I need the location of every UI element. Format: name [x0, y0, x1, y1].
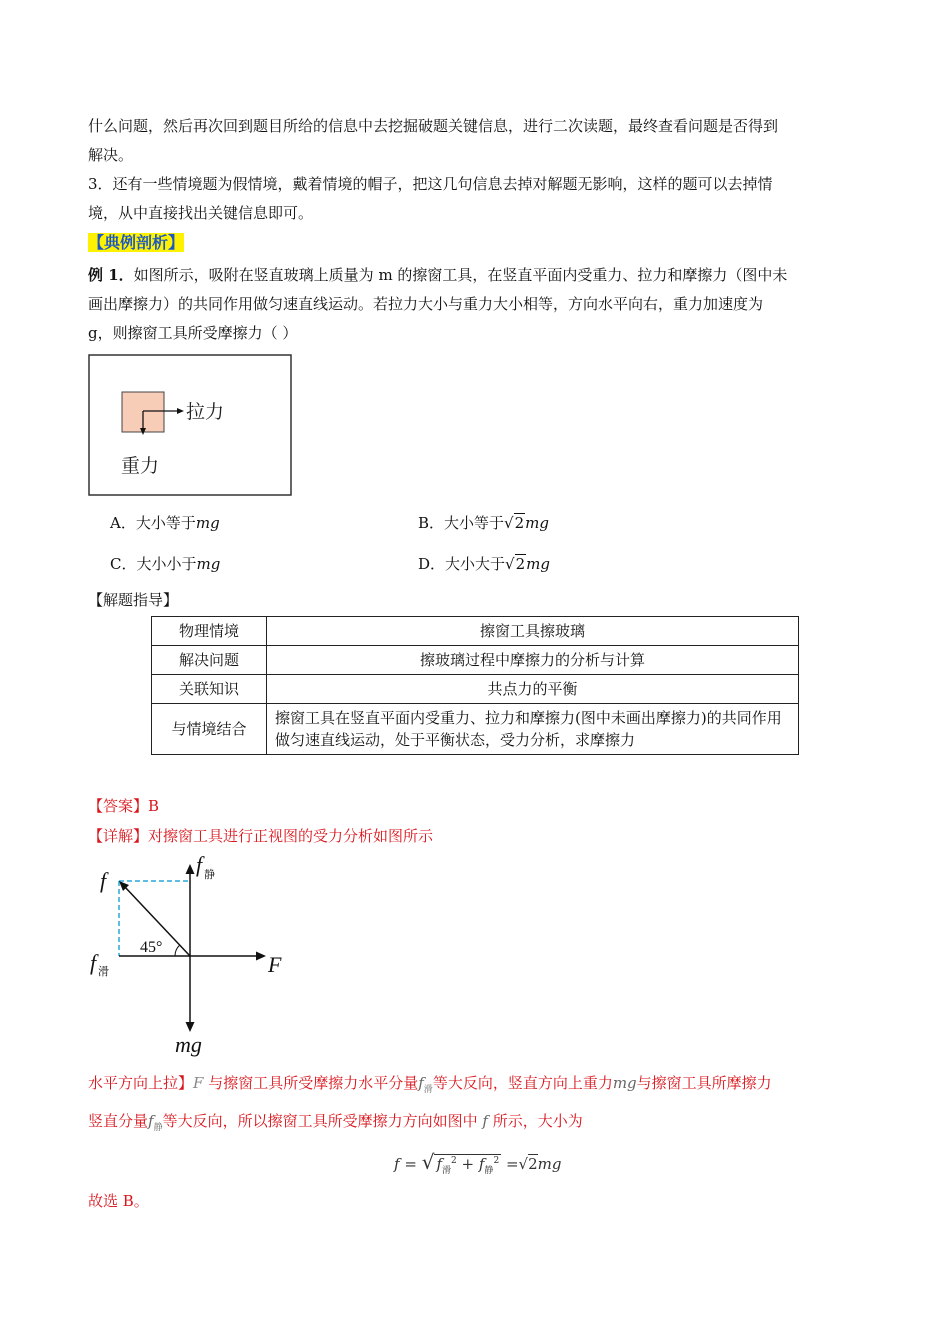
formula-lhs: f [394, 1155, 400, 1173]
explain-text: 等大反向，所以擦窗工具所受摩擦力方向如图中 [162, 1112, 478, 1130]
formula-rhs-radicand: 2 [528, 1155, 538, 1173]
angle-label: 45° [140, 939, 163, 956]
option-b-text: 大小等于 [444, 514, 505, 532]
option-d-radicand: 2 [515, 555, 526, 573]
example-line-3: g，则擦窗工具所受摩擦力（ ） [88, 324, 298, 342]
option-b-radicand: 2 [514, 514, 525, 532]
section-heading [88, 232, 184, 254]
option-d-text: 大小大于 [445, 555, 506, 573]
explain-text: 等大反向，竖直方向上重力 [432, 1074, 613, 1092]
explain-text: 所示，大小为 [492, 1112, 583, 1130]
table-key: 与情境结合 [152, 704, 267, 755]
detail-line [88, 825, 433, 847]
detail-label: 【详解】 [88, 827, 149, 845]
section-heading-text: 【典例剖析】 [88, 233, 185, 252]
table-value: 擦玻璃过程中摩擦力的分析与计算 [267, 646, 799, 675]
explain-text: 水平方向上拉】 [88, 1074, 194, 1092]
table-row [152, 704, 799, 755]
pull-label: 拉力 [186, 402, 225, 423]
formula-exp-2: 2 [493, 1156, 500, 1166]
explain-math-f-static: f [148, 1112, 154, 1130]
answer-line [88, 795, 159, 817]
explain-math-F: F [193, 1074, 204, 1092]
table-value: 擦窗工具在竖直平面内受重力、拉力和摩擦力(图中未画出摩擦力)的共同作用做匀速直线运动，处于平衡状态，受力分析，求摩擦力 [267, 704, 799, 755]
explain-line-1 [88, 1072, 772, 1101]
example-line-2: 画出摩擦力）的共同作用做匀速直线运动。若拉力大小与重力大小相等，方向水平向右，重力加速度为 [88, 295, 764, 313]
option-a-text: 大小等于 [135, 514, 196, 532]
guide-table [151, 616, 799, 755]
f-slide-label: f [90, 950, 97, 975]
table-key: 解决问题 [152, 646, 267, 675]
explain-math-f: f [482, 1112, 488, 1130]
formula-exp-1: 2 [451, 1156, 457, 1166]
example-line-1 [88, 264, 787, 286]
answer-value: B [148, 797, 160, 815]
explain-math-mg: mg [612, 1074, 637, 1092]
table-value: 擦窗工具擦玻璃 [267, 617, 799, 646]
explain-text: 与擦窗工具所摩擦力 [636, 1074, 772, 1092]
table-row [152, 675, 799, 704]
explain-math-f-slide: f [418, 1074, 424, 1092]
f-label: f [100, 868, 107, 893]
explain-text: 竖直分量 [88, 1112, 149, 1130]
conclusion: 故选 B。 [88, 1192, 149, 1210]
F-label: F [268, 952, 282, 977]
explain-math-f-static-sub: 静 [153, 1123, 163, 1133]
table-row [152, 617, 799, 646]
table-key: 物理情境 [152, 617, 267, 646]
option-d[interactable] [418, 553, 550, 575]
mg-arrowhead [186, 1022, 195, 1032]
gravity-label: 重力 [121, 456, 160, 477]
option-d-sqrt: √2 [505, 555, 526, 573]
option-b-math: mg [525, 514, 549, 532]
F-arrowhead [256, 952, 266, 961]
option-c-letter: C． [110, 555, 137, 573]
formula-term-1: f [436, 1155, 442, 1173]
f-slide-sub: 滑 [98, 966, 109, 978]
intro-line-4: 境，从中直接找出关键信息即可。 [88, 204, 314, 222]
explain-line-2 [88, 1110, 583, 1139]
intro-line-1: 什么问题，然后再次回到题目所给的信息中去挖掘破题关键信息，进行二次读题，最终查看问题是否得到 [88, 117, 779, 135]
option-b-sqrt: √2 [504, 514, 525, 532]
option-a-math: mg [195, 514, 220, 532]
option-c[interactable] [110, 553, 220, 575]
intro-line-3: 3．还有一些情境题为假情境，戴着情境的帽子，把这几句信息去掉对解题无影响，这样的题可以去掉情 [88, 175, 773, 193]
explain-text: 与擦窗工具所受摩擦力水平分量 [208, 1074, 419, 1092]
example-text-1: 如图所示，吸附在竖直玻璃上质量为 m 的擦窗工具，在竖直平面内受重力、拉力和摩擦力（图中未 [133, 266, 788, 284]
answer-label: 【答案】 [88, 797, 149, 815]
option-d-letter: D． [418, 555, 446, 573]
f-static-arrowhead [186, 864, 195, 874]
figure-window-tool [88, 354, 293, 497]
angle-arc [175, 945, 179, 956]
formula-term-1-sub: 滑 [442, 1166, 452, 1176]
force-diagram [86, 850, 296, 1060]
table-row [152, 646, 799, 675]
option-a[interactable] [110, 512, 220, 534]
formula-term-2-sub: 静 [484, 1166, 494, 1176]
figure-frame [89, 355, 291, 495]
option-c-math: mg [196, 555, 221, 573]
explain-math-f-slide-sub: 滑 [423, 1085, 433, 1095]
mg-label: mg [175, 1032, 202, 1057]
table-key: 关联知识 [152, 675, 267, 704]
example-label: 例 1． [88, 266, 134, 284]
f-static-label: f [196, 852, 203, 877]
formula-rhs: mg [537, 1155, 562, 1173]
option-a-letter: A． [110, 514, 136, 532]
option-d-math: mg [526, 555, 550, 573]
friction-formula: f = √ $f_滑^2 + f_静^2 =√2mg$ [394, 1150, 562, 1176]
option-b-letter: B． [418, 514, 445, 532]
detail-text: 对擦窗工具进行正视图的受力分析如图所示 [148, 827, 434, 845]
f-static-sub: 静 [204, 869, 215, 881]
option-c-text: 大小小于 [136, 555, 197, 573]
table-value: 共点力的平衡 [267, 675, 799, 704]
formula-term-2: f [478, 1155, 485, 1173]
option-b[interactable] [418, 512, 549, 534]
intro-line-2: 解决。 [88, 146, 134, 164]
guide-heading: 【解题指导】 [88, 591, 179, 609]
